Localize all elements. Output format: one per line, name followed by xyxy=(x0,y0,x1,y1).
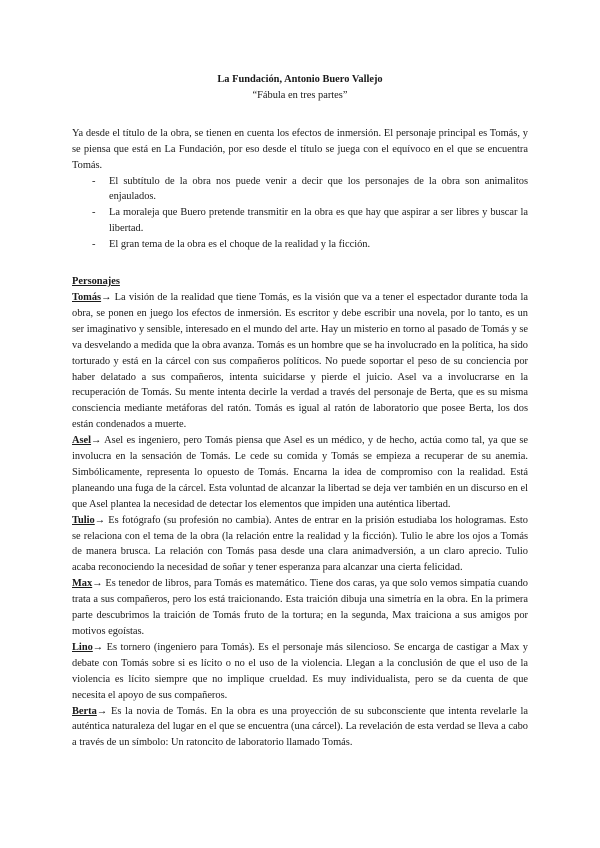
bullet-list xyxy=(72,174,528,254)
document-subtitle: “Fábula en tres partes” xyxy=(252,89,348,101)
character-berta xyxy=(72,704,528,752)
arrow-icon: → xyxy=(94,514,106,526)
character-description: Es tornero (ingeniero para Tomás). Es el personaje más silencioso. Se encarga de castigar a Max y debate con Tomás sobre si es lícito o no el uso de la violencia. Llegan a la conclusión de que el uso de la violencia es lícito siempre que no implique crueldad. Es muy individualista, pero se da cuenta de que necesita el apoyo de sus compañeros. xyxy=(72,641,528,701)
character-name: Berta xyxy=(72,705,97,717)
character-description: Es tenedor de libros, para Tomás es matemático. Tiene dos caras, ya que solo vemos simpatía cuando trata a sus compañeros, pero los está traicionando. Esta traición dibuja una simetría en la obra. En la primera parte descubrimos la traición de Tomás fruto de la tortura; en la segunda, Max traiciona a sus amigos por motivos egoístas. xyxy=(72,578,528,637)
character-description: Es fotógrafo (su profesión no cambia). Antes de entrar en la prisión estudiaba los hologramas. Esto se relaciona con el tema de la obra (la relación entre la realidad y la ficción). Tulio le abre los ojos a Tomás de manera brusca. La relación con Tomás pasa desde una clara animadversión, a un claro aprecio. Tulio acaba reconociendo la necesidad de soñar y tener esperanza para alcanzar una cierta felicidad. xyxy=(72,514,528,574)
arrow-icon: → xyxy=(101,291,112,303)
character-name: Asel xyxy=(72,435,92,447)
character-description: Asel es ingeniero, pero Tomás piensa que Asel es un médico, y de hecho, actúa como tal, ya que se involucra en la sensación de Tomás. Le cede su comida y Tomás se empieza a recuperar de su anemia. Simbólicamente, representa lo opuesto de Tomás. Encarna la idea de compromiso con la realidad. Está planeando una fuga de la cárcel. Esta voluntad de alcanzar la libertad se deja ver también en un discurso en el que Asel plantea la necesidad de detectar los elementos que impiden una auténtica libertad. xyxy=(72,435,528,510)
arrow-icon: → xyxy=(92,578,103,590)
section-heading-personajes: Personajes xyxy=(72,276,120,288)
arrow-icon: → xyxy=(96,705,108,717)
character-tulio xyxy=(72,513,528,577)
arrow-icon: → xyxy=(91,435,102,447)
intro-paragraph: Ya desde el título de la obra, se tienen en cuenta los efectos de inmersión. El personaje principal es Tomás, y se piensa que está en La Fundación, por eso desde el título se juega con el equívoco en el que se encuentra Tomás. xyxy=(72,127,528,171)
character-name: Tulio xyxy=(72,514,95,526)
character-lino xyxy=(72,640,528,704)
character-name: Max xyxy=(72,578,93,590)
character-name: Tomás xyxy=(72,291,102,303)
bullet-item: - El subtítulo de la obra nos puede venir a decir que los personajes de la obra son animalitos enjaulados. xyxy=(72,174,528,206)
character-description: La visión de la realidad que tiene Tomás, es la visión que va a tener el espectador durante toda la obra, se ponen en juego los efectos de inmersión. Es escritor y debe escribir una novela, por lo tanto, es un ser imaginativo y sensible, interesado en el mundo del arte. Hay un misterio en torno al pasado de Tomás y se va desvelando a medida que la obra avanza. Tomás es un hombre que se ha involucrado en la política, ha sido torturado y está en la cárcel con sus compañeros políticos. No puede soportar el peso de su conciencia por haber delatado a sus compañeros, intenta suicidarse y pierde el juicio. Asel va a involucrarse en la recuperación de Tomás. Su mente intenta decirle la verdad a través del personaje de Berta, que es su misma consciencia mediante metáforas del ratón. Tomás es igual al ratón de laboratorio que posee Berta, los dos están condenados a muerte. xyxy=(72,291,528,431)
document-title: La Fundación, Antonio Buero Vallejo xyxy=(217,74,383,85)
bullet-item: - La moraleja que Buero pretende transmitir en la obra es que hay que aspirar a ser libres y buscar la libertad. xyxy=(72,205,528,237)
arrow-icon: → xyxy=(92,641,104,653)
character-name: Lino xyxy=(72,641,93,653)
character-asel xyxy=(72,433,528,513)
bullet-item: - El gran tema de la obra es el choque de la realidad y la ficción. xyxy=(72,237,528,253)
character-description: Es la novia de Tomás. En la obra es una proyección de su subconsciente que intenta revelarle la auténtica naturaleza del lugar en el que se encuentra (una cárcel). La revelación de esta verdad se lleva a cabo a través de un símbolo: Un ratoncito de laboratorio llamado Tomás. xyxy=(72,705,528,749)
character-tomas xyxy=(72,290,528,433)
character-max xyxy=(72,576,528,640)
